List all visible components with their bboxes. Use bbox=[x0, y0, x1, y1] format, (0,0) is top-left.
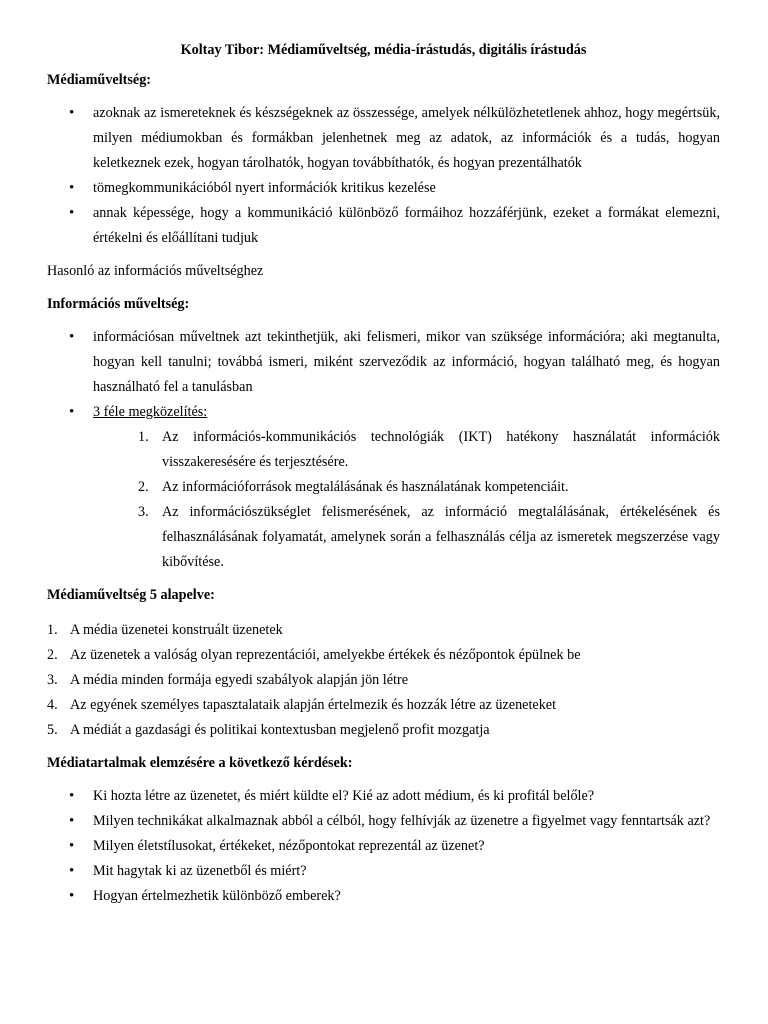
list-number: 2. bbox=[47, 647, 58, 663]
list-item: • Hogyan értelmezhetik különböző emberek? bbox=[47, 884, 720, 909]
list-item-text: A média üzenetei konstruált üzenetek bbox=[70, 622, 283, 638]
list-number: 5. bbox=[47, 722, 58, 738]
list-number: 3. bbox=[47, 672, 58, 688]
list-item bbox=[47, 618, 720, 643]
heading-principles: Médiaműveltség 5 alapelve: bbox=[47, 587, 215, 603]
list-item: • Ki hozta létre az üzenetet, és miért küldte el? Kié az adott médium, és ki profitál belőle? bbox=[47, 784, 720, 809]
list-item-text: Az üzenetek a valóság olyan reprezentációi, amelyekbe értékek és nézőpontok épülnek be bbox=[70, 647, 581, 663]
list-number: 4. bbox=[47, 697, 58, 713]
document-title: Koltay Tibor: Médiaműveltség, média-írástudás, digitális írástudás bbox=[180, 42, 587, 58]
approaches-label: 3 féle megközelítés: bbox=[93, 404, 208, 420]
list-item bbox=[47, 400, 720, 575]
questions-list bbox=[47, 784, 720, 909]
list-item-text: Az információs-kommunikációs technológiák (IKT) hatékony használatát információk visszakeresésére és terjesztésére. bbox=[162, 429, 720, 470]
list-item-text: A média minden formája egyedi szabályok alapján jön létre bbox=[70, 672, 409, 688]
list-item: • azoknak az ismereteknek és készségeknek az összessége, amelyek nélkülözhetetlenek ahhoz, hogy megértsük, milyen médiumokban és formákban jelenhetnek meg az adatok, az információk és a tudás, hogyan keletkeznek ezek, hogyan tárolhatók, hogyan továbbíthatók, és hogyan prezentálhatók bbox=[47, 101, 720, 176]
document-page bbox=[47, 38, 720, 909]
list-item bbox=[93, 500, 720, 575]
list-item-text: Az információszükséglet felismerésének, az információ megtalálásának, értékelésének és felhasználásának folyamatát, amelynek során a felhasználás célja az ismeretek megszerzése vagy kibővítése. bbox=[162, 504, 720, 570]
approaches-list bbox=[93, 425, 720, 575]
list-item: • Milyen technikákat alkalmaznak abból a célból, hogy felhívják az üzenetre a figyelmet vagy fenntartsák azt? bbox=[47, 809, 720, 834]
heading-media-literacy: Médiaműveltség: bbox=[47, 72, 152, 88]
list-item: • Milyen életstílusokat, értékeket, nézőpontokat reprezentál az üzenet? bbox=[47, 834, 720, 859]
list-item-text: Az információforrások megtalálásának és használatának kompetenciáit. bbox=[162, 479, 569, 495]
similarity-note: Hasonló az információs műveltséghez bbox=[47, 263, 264, 279]
list-item: • Mit hagytak ki az üzenetből és miért? bbox=[47, 859, 720, 884]
heading-information-literacy: Információs műveltség: bbox=[47, 296, 190, 312]
list-number: 1. bbox=[138, 429, 149, 445]
list-number: 2. bbox=[138, 479, 149, 495]
information-literacy-list bbox=[47, 325, 720, 575]
list-item bbox=[93, 475, 720, 500]
list-item bbox=[93, 425, 720, 475]
list-item: • információsan műveltnek azt tekinthetjük, aki felismeri, mikor van szüksége információra; aki megtanulta, hogyan kell tanulni; továbbá ismeri, miként szerveződik az információ, hogyan található meg, és hogyan használható fel a tanulásban bbox=[47, 325, 720, 400]
list-number: 3. bbox=[138, 504, 149, 520]
list-item bbox=[47, 718, 720, 743]
list-item bbox=[47, 668, 720, 693]
media-literacy-list bbox=[47, 101, 720, 251]
list-item-text: Az egyének személyes tapasztalataik alapján értelmezik és hozzák létre az üzeneteket bbox=[70, 697, 557, 713]
list-number: 1. bbox=[47, 622, 58, 638]
heading-questions: Médiatartalmak elemzésére a következő kérdések: bbox=[47, 755, 353, 771]
list-item: • tömegkommunikációból nyert információk kritikus kezelése bbox=[47, 176, 720, 201]
principles-list bbox=[47, 618, 720, 743]
list-item bbox=[47, 643, 720, 668]
list-item bbox=[47, 693, 720, 718]
list-item-text: A médiát a gazdasági és politikai kontextusban megjelenő profit mozgatja bbox=[70, 722, 490, 738]
list-item: • annak képessége, hogy a kommunikáció különböző formáihoz hozzáférjünk, ezeket a formákat elemezni, értékelni és előállítani tudjuk bbox=[47, 201, 720, 251]
